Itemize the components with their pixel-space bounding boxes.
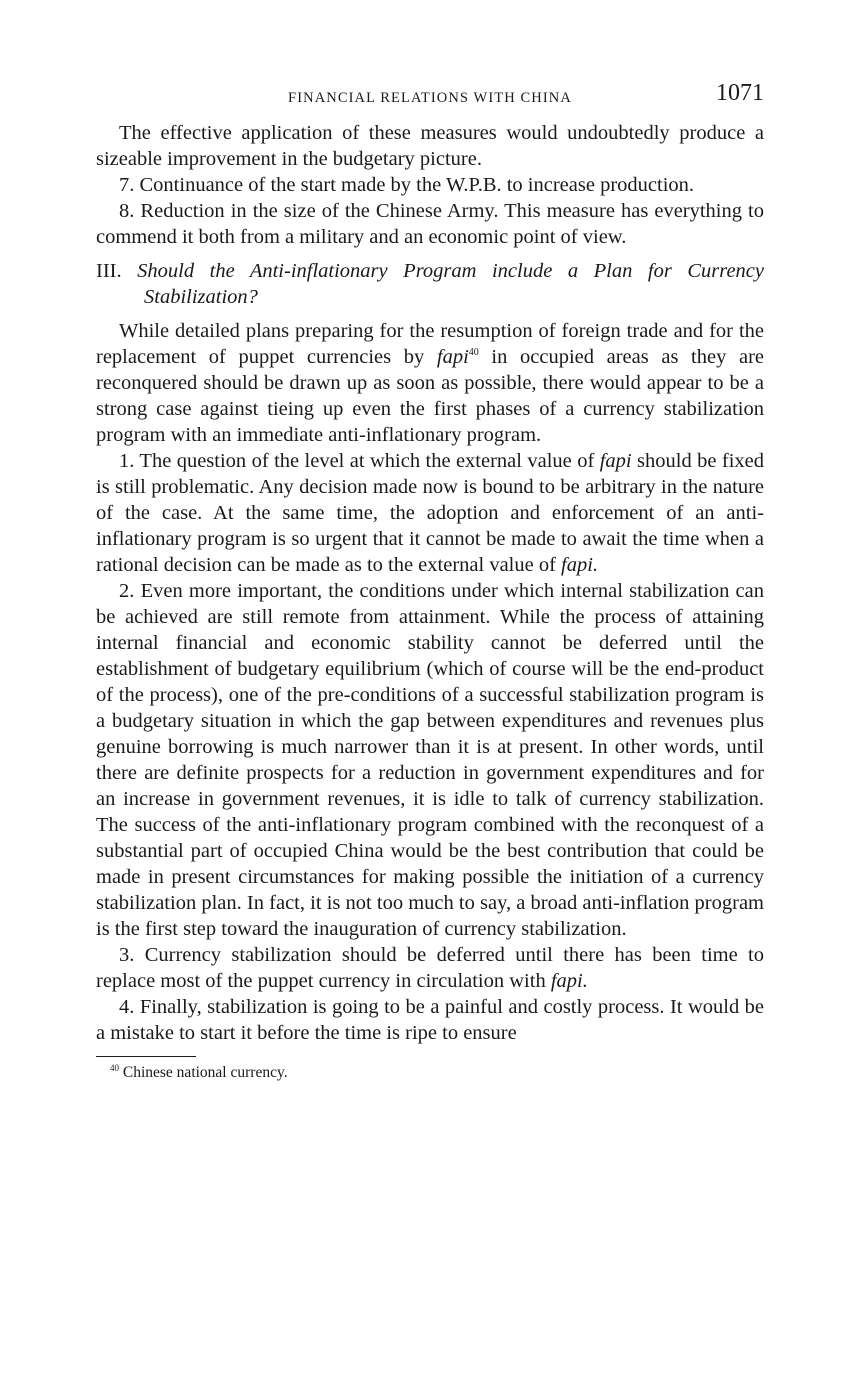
section-title: Should the Anti-inflationary Program include a Plan for Currency Stabilization? (137, 260, 765, 308)
intro-text-start: While detailed plans preparing for the resumption of foreign trade and for the replacement of puppet currencies by (96, 320, 764, 368)
paragraph-point-1 (96, 448, 764, 578)
point1-text-start: 1. The question of the level at which the external value of (119, 450, 600, 472)
point3-text: 3. Currency stabilization should be deferred until there has been time to replace most of the puppet currency in circulation with (96, 944, 764, 992)
paragraph-point-2: 2. Even more important, the conditions under which internal stabilization can be achieved are still remote from attainment. While the process of attaining internal financial and economic stability cannot be deferred until the establishment of budgetary equilibrium (which of course will be the end-product of the process), one of the pre-conditions of a successful stabilization program is a budgetary situation in which the gap between expenditures and revenues plus genuine borrowing is much narrower than it is at present. In other words, until there are definite prospects for a reduction in government expenditures and for an increase in government revenues, it is idle to talk of currency stabilization. The success of the anti-inflationary program combined with the reconquest of a substantial part of occupied China would be the best contribution that could be made in present circumstances for making possible the initiation of a currency stabilization plan. In fact, it is not too much to say, a broad anti-inflation program is the first step toward the inauguration of currency stabilization. (96, 580, 764, 940)
footnote-marker: 40 (110, 1062, 119, 1073)
point1-text-middle: should be fixed is still problematic. Any decision made now is bound to be arbitrary in the nature of the case. At the same time, the adoption and enforcement of an anti-inflationary program is so urgent that it cannot be made to await the time when a rational decision can be made as to the external value of (96, 450, 764, 576)
paragraph-point-3 (96, 942, 764, 994)
footnote-reference: 40 (468, 347, 479, 359)
footnote-divider (96, 1056, 196, 1057)
point1-fapi-end: fapi. (561, 554, 599, 576)
paragraph-point-7: 7. Continuance of the start made by the W.P.B. to increase production. (119, 174, 695, 196)
page-number: 1071 (716, 80, 764, 106)
paragraph-budget-improvement: The effective application of these measures would undoubtedly produce a sizeable improvement in the budgetary picture. (96, 122, 764, 170)
intro-fapi: fapi (436, 346, 469, 368)
paragraph-point-4: 4. Finally, stabilization is going to be a painful and costly process. It would be a mistake to start it before the time is ripe to ensure (96, 996, 764, 1044)
body-text (96, 120, 764, 1046)
running-header (96, 80, 764, 112)
paragraph-point-8: 8. Reduction in the size of the Chinese Army. This measure has everything to commend it both from a military and an economic point of view. (96, 200, 764, 248)
footnote-text: Chinese national currency. (119, 1064, 288, 1081)
footnote (96, 1063, 764, 1083)
point3-fapi: fapi. (550, 970, 588, 992)
running-title: FINANCIAL RELATIONS WITH CHINA (288, 90, 572, 106)
document-page (96, 80, 764, 1083)
paragraph-intro (96, 318, 764, 448)
section-number: III. (96, 260, 122, 282)
section-heading (96, 258, 764, 310)
point1-fapi: fapi (599, 450, 632, 472)
intro-text-end: in occupied areas as they are reconquered should be drawn up as soon as possible, there would appear to be a strong case against tieing up even the first phases of a currency stabilization program with an immediate anti-inflationary program. (96, 346, 764, 446)
